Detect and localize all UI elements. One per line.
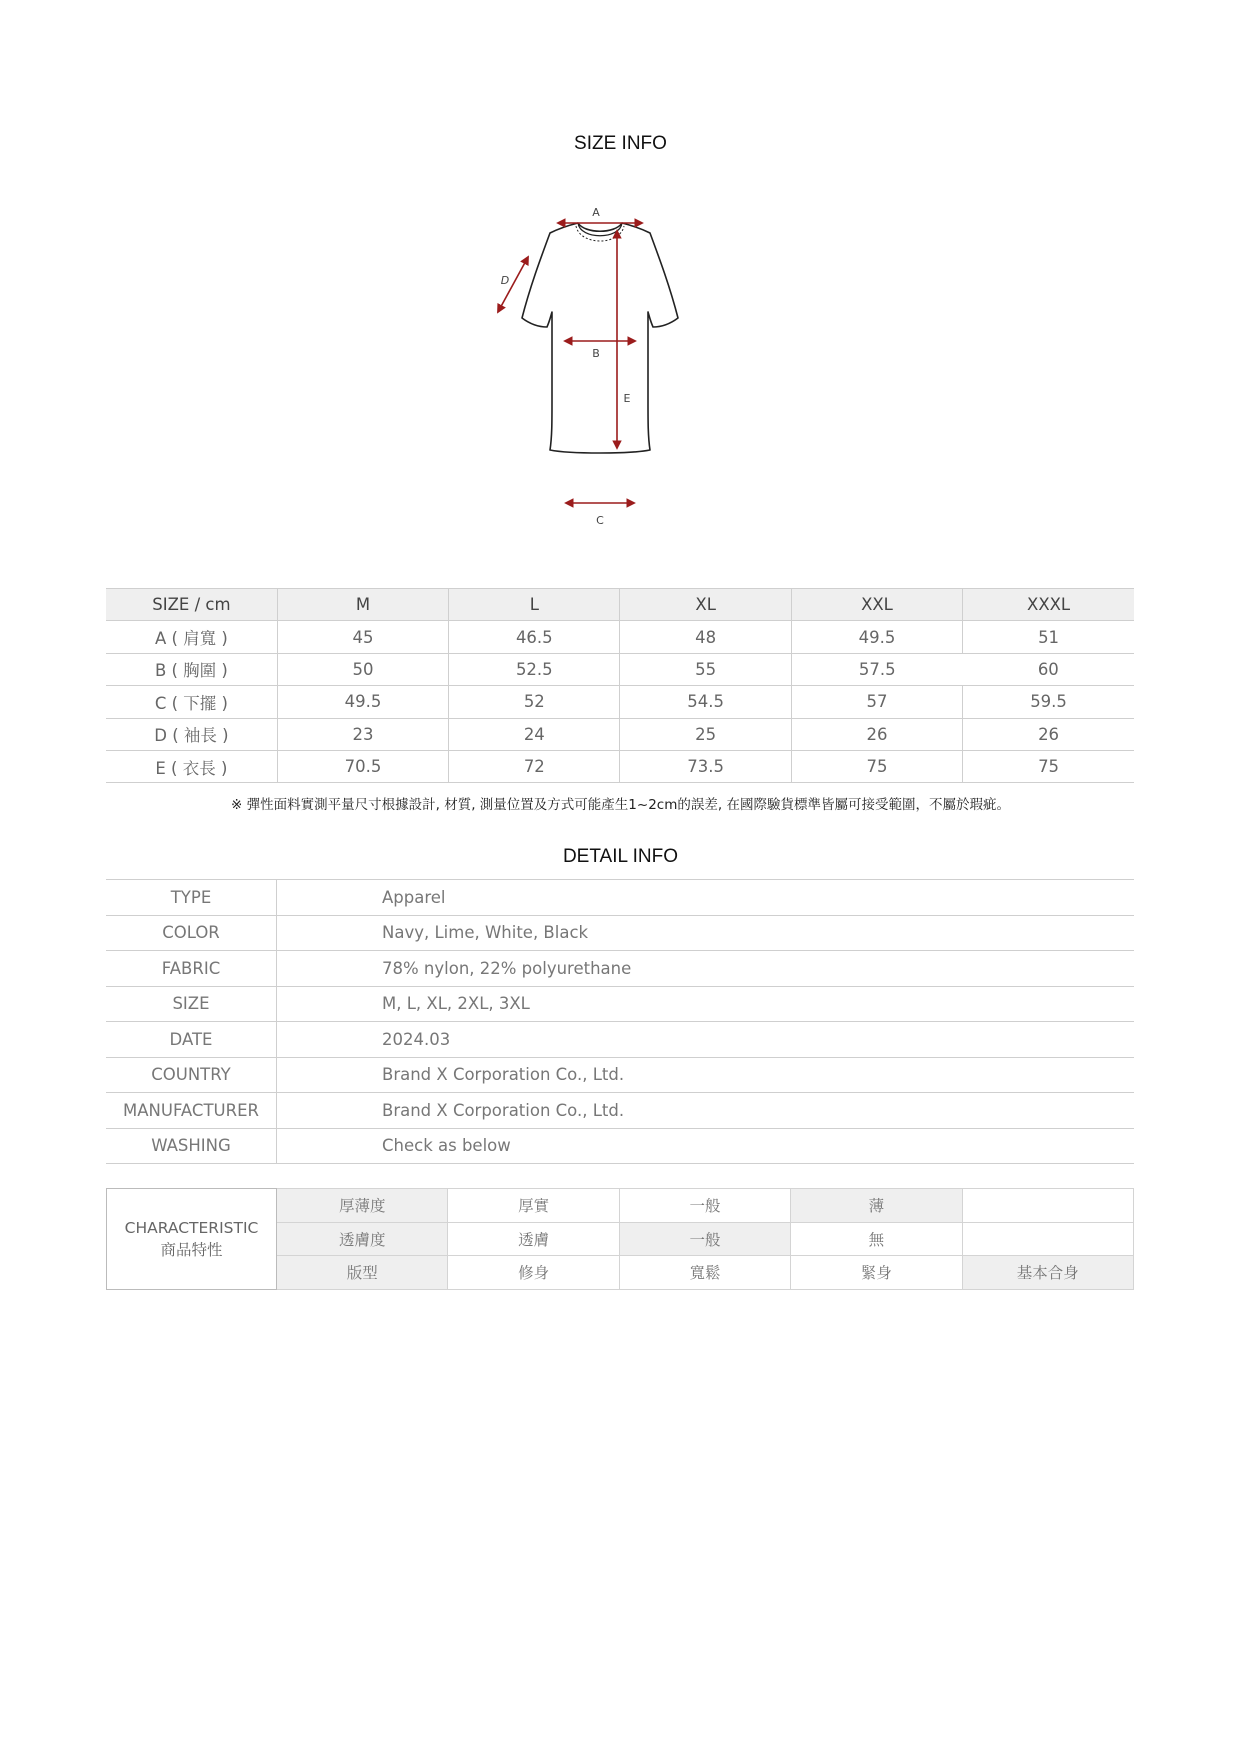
tshirt-measurement-diagram — [490, 202, 720, 527]
detail-value: 2024.03 — [277, 1022, 1135, 1058]
measurement-value: 26 — [791, 718, 962, 750]
measurement-value: 59.5 — [963, 686, 1134, 718]
size-column-header: SIZE / cm — [106, 589, 277, 621]
table-row — [106, 1128, 1134, 1164]
label-c: C — [596, 514, 604, 527]
characteristic-option: 緊身 — [791, 1256, 962, 1290]
size-table-header-row — [106, 589, 1134, 621]
label-b: B — [592, 347, 600, 360]
characteristic-option: 寬鬆 — [619, 1256, 790, 1290]
measurement-label: B ( 胸圍 ) — [106, 653, 277, 685]
label-e: E — [623, 392, 631, 405]
measurement-value: 49.5 — [277, 686, 448, 718]
detail-value: Check as below — [277, 1128, 1135, 1164]
detail-value: M, L, XL, 2XL, 3XL — [277, 986, 1135, 1022]
tshirt-outline — [522, 223, 678, 453]
table-row — [106, 1057, 1134, 1093]
detail-value: Apparel — [277, 880, 1135, 916]
measurement-value: 54.5 — [620, 686, 791, 718]
table-row — [106, 718, 1134, 750]
measurement-value: 57.5 — [791, 653, 962, 685]
characteristic-name: 厚薄度 — [277, 1189, 448, 1223]
measurement-value: 55 — [620, 653, 791, 685]
detail-info-title: DETAIL INFO — [562, 846, 679, 867]
characteristic-option: 薄 — [791, 1189, 962, 1223]
measurement-value: 26 — [963, 718, 1134, 750]
table-row — [106, 1093, 1134, 1129]
table-row — [107, 1189, 1134, 1223]
size-tolerance-note: ※ 彈性面料實測平量尺寸根據設計, 材質, 測量位置及方式可能產生1~2cm的誤差, 在國際驗貨標準皆屬可接受範圍，不屬於瑕疵。 — [231, 797, 1010, 813]
measurement-value: 72 — [449, 750, 620, 782]
table-row — [106, 750, 1134, 782]
measurement-value: 24 — [449, 718, 620, 750]
size-info-title: SIZE INFO — [574, 133, 667, 154]
size-column-header: L — [449, 589, 620, 621]
characteristic-option — [962, 1222, 1133, 1256]
measurement-value: 52 — [449, 686, 620, 718]
characteristic-option: 透膚 — [448, 1222, 619, 1256]
characteristic-option — [962, 1189, 1133, 1223]
detail-label: DATE — [106, 1022, 277, 1058]
detail-value: 78% nylon, 22% polyurethane — [277, 951, 1135, 987]
detail-value: Brand X Corporation Co., Ltd. — [277, 1057, 1135, 1093]
detail-label: MANUFACTURER — [106, 1093, 277, 1129]
label-d: D — [500, 274, 510, 287]
characteristic-table — [106, 1188, 1134, 1290]
characteristic-option: 無 — [791, 1222, 962, 1256]
table-row — [106, 621, 1134, 653]
characteristic-label-en: CHARACTERISTIC — [124, 1218, 259, 1237]
measurement-value: 45 — [277, 621, 448, 653]
measurement-value: 75 — [791, 750, 962, 782]
table-row — [106, 1022, 1134, 1058]
measurement-label: D ( 袖長 ) — [106, 718, 277, 750]
measurement-value: 51 — [963, 621, 1134, 653]
detail-label: SIZE — [106, 986, 277, 1022]
size-column-header: XL — [620, 589, 791, 621]
table-row — [106, 951, 1134, 987]
characteristic-option: 厚實 — [448, 1189, 619, 1223]
measurement-value: 49.5 — [791, 621, 962, 653]
detail-label: TYPE — [106, 880, 277, 916]
size-column-header: XXXL — [963, 589, 1134, 621]
label-a: A — [592, 206, 600, 219]
measurement-value: 52.5 — [449, 653, 620, 685]
measurement-label: C ( 下擺 ) — [106, 686, 277, 718]
table-row — [106, 880, 1134, 916]
characteristic-name: 透膚度 — [277, 1222, 448, 1256]
detail-value: Navy, Lime, White, Black — [277, 915, 1135, 951]
size-column-header: XXL — [791, 589, 962, 621]
characteristic-option: 一般 — [619, 1189, 790, 1223]
detail-table — [106, 879, 1134, 1164]
characteristic-name: 版型 — [277, 1256, 448, 1290]
measurement-value: 57 — [791, 686, 962, 718]
detail-value: Brand X Corporation Co., Ltd. — [277, 1093, 1135, 1129]
table-row — [106, 686, 1134, 718]
measurement-label: E ( 衣長 ) — [106, 750, 277, 782]
measurement-value: 73.5 — [620, 750, 791, 782]
characteristic-heading — [107, 1189, 277, 1290]
detail-label: WASHING — [106, 1128, 277, 1164]
measurement-label: A ( 肩寬 ) — [106, 621, 277, 653]
table-row — [106, 653, 1134, 685]
characteristic-option: 修身 — [448, 1256, 619, 1290]
measurement-value: 48 — [620, 621, 791, 653]
measurement-value: 50 — [277, 653, 448, 685]
measurement-value: 70.5 — [277, 750, 448, 782]
measurement-value: 75 — [963, 750, 1134, 782]
characteristic-option: 一般 — [619, 1222, 790, 1256]
measurement-value: 60 — [963, 653, 1134, 685]
table-row — [106, 986, 1134, 1022]
measurement-value: 23 — [277, 718, 448, 750]
detail-label: COLOR — [106, 915, 277, 951]
table-row — [106, 915, 1134, 951]
detail-label: FABRIC — [106, 951, 277, 987]
size-table — [106, 588, 1134, 783]
characteristic-option: 基本合身 — [962, 1256, 1133, 1290]
detail-label: COUNTRY — [106, 1057, 277, 1093]
measurement-value: 46.5 — [449, 621, 620, 653]
characteristic-label-zh: 商品特性 — [160, 1240, 223, 1259]
measurement-value: 25 — [620, 718, 791, 750]
size-column-header: M — [277, 589, 448, 621]
